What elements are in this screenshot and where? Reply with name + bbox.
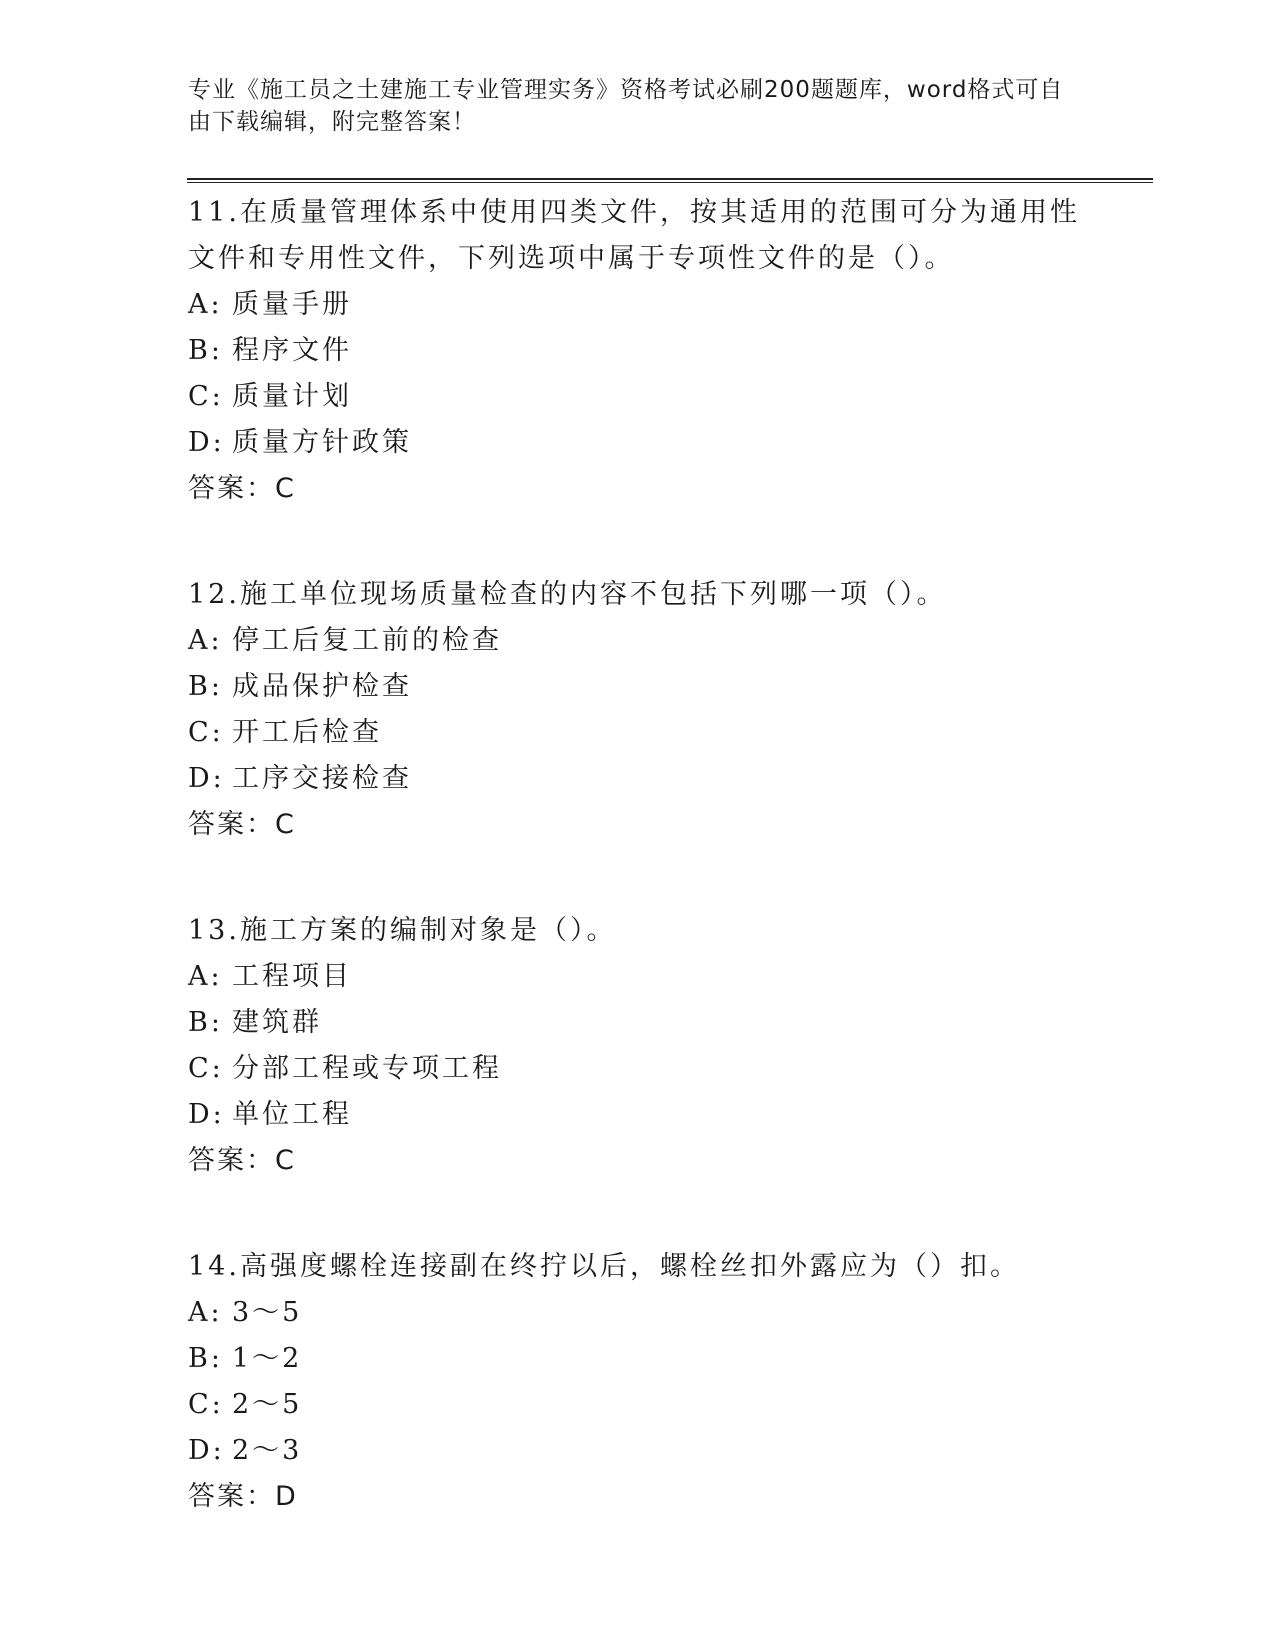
option-d — [188, 1428, 1108, 1474]
option-letter: A: — [188, 625, 223, 656]
question-stem: 13.施工方案的编制对象是（）。 — [188, 915, 617, 946]
option-letter: C: — [188, 1389, 224, 1420]
option-text: 成品保护检查 — [232, 671, 412, 702]
option-b — [188, 1336, 1108, 1382]
option-letter: B: — [188, 1007, 223, 1038]
question-list — [188, 190, 1108, 1580]
option-text: 质量计划 — [232, 381, 352, 412]
option-a — [188, 1290, 1108, 1336]
option-text: 3～5 — [232, 1297, 303, 1328]
option-letter: C: — [188, 1053, 224, 1084]
option-text: 2～5 — [232, 1389, 303, 1420]
question-stem: 11.在质量管理体系中使用四类文件，按其适用的范围可分为通用性文件和专用性文件，下列选项中属于专项性文件的是（）。 — [188, 197, 1080, 274]
option-text: 单位工程 — [232, 1099, 352, 1130]
option-text: 程序文件 — [232, 335, 352, 366]
header-divider — [187, 178, 1153, 183]
option-a — [188, 618, 1108, 664]
question-13 — [188, 908, 1108, 1184]
option-letter: D: — [188, 763, 225, 794]
option-text: 建筑群 — [232, 1007, 322, 1038]
question-11 — [188, 190, 1108, 512]
option-text: 2～3 — [232, 1435, 303, 1466]
option-letter: C: — [188, 381, 224, 412]
option-text: 质量方针政策 — [232, 427, 412, 458]
question-14 — [188, 1244, 1108, 1520]
option-c — [188, 1046, 1108, 1092]
option-b — [188, 1000, 1108, 1046]
option-letter: B: — [188, 671, 223, 702]
option-text: 工程项目 — [232, 961, 352, 992]
option-d — [188, 420, 1108, 466]
option-text: 1～2 — [232, 1343, 303, 1374]
option-b — [188, 664, 1108, 710]
option-letter: B: — [188, 335, 223, 366]
option-c — [188, 1382, 1108, 1428]
option-c — [188, 710, 1108, 756]
option-letter: A: — [188, 289, 223, 320]
option-text: 工序交接检查 — [232, 763, 412, 794]
option-text: 停工后复工前的检查 — [232, 625, 502, 656]
option-d — [188, 756, 1108, 802]
page-title: 专业《施工员之土建施工专业管理实务》资格考试必刷200题题库，word格式可自由下载编辑，附完整答案！ — [188, 77, 1064, 135]
option-letter: A: — [188, 961, 223, 992]
question-stem: 12.施工单位现场质量检查的内容不包括下列哪一项（）。 — [188, 579, 947, 610]
option-letter: C: — [188, 717, 224, 748]
option-a — [188, 282, 1108, 328]
option-b — [188, 328, 1108, 374]
option-letter: D: — [188, 1099, 225, 1130]
option-text: 质量手册 — [232, 289, 352, 320]
answer-line: 答案：D — [188, 1481, 298, 1512]
option-text: 开工后检查 — [232, 717, 382, 748]
answer-line: 答案：C — [188, 809, 296, 840]
option-letter: B: — [188, 1343, 223, 1374]
question-12 — [188, 572, 1108, 848]
option-letter: A: — [188, 1297, 223, 1328]
option-text: 分部工程或专项工程 — [232, 1053, 502, 1084]
option-a — [188, 954, 1108, 1000]
option-c — [188, 374, 1108, 420]
answer-line: 答案：C — [188, 1145, 296, 1176]
option-d — [188, 1092, 1108, 1138]
question-stem: 14.高强度螺栓连接副在终拧以后，螺栓丝扣外露应为（）扣。 — [188, 1251, 1020, 1282]
option-letter: D: — [188, 427, 225, 458]
option-letter: D: — [188, 1435, 225, 1466]
answer-line: 答案：C — [188, 473, 296, 504]
